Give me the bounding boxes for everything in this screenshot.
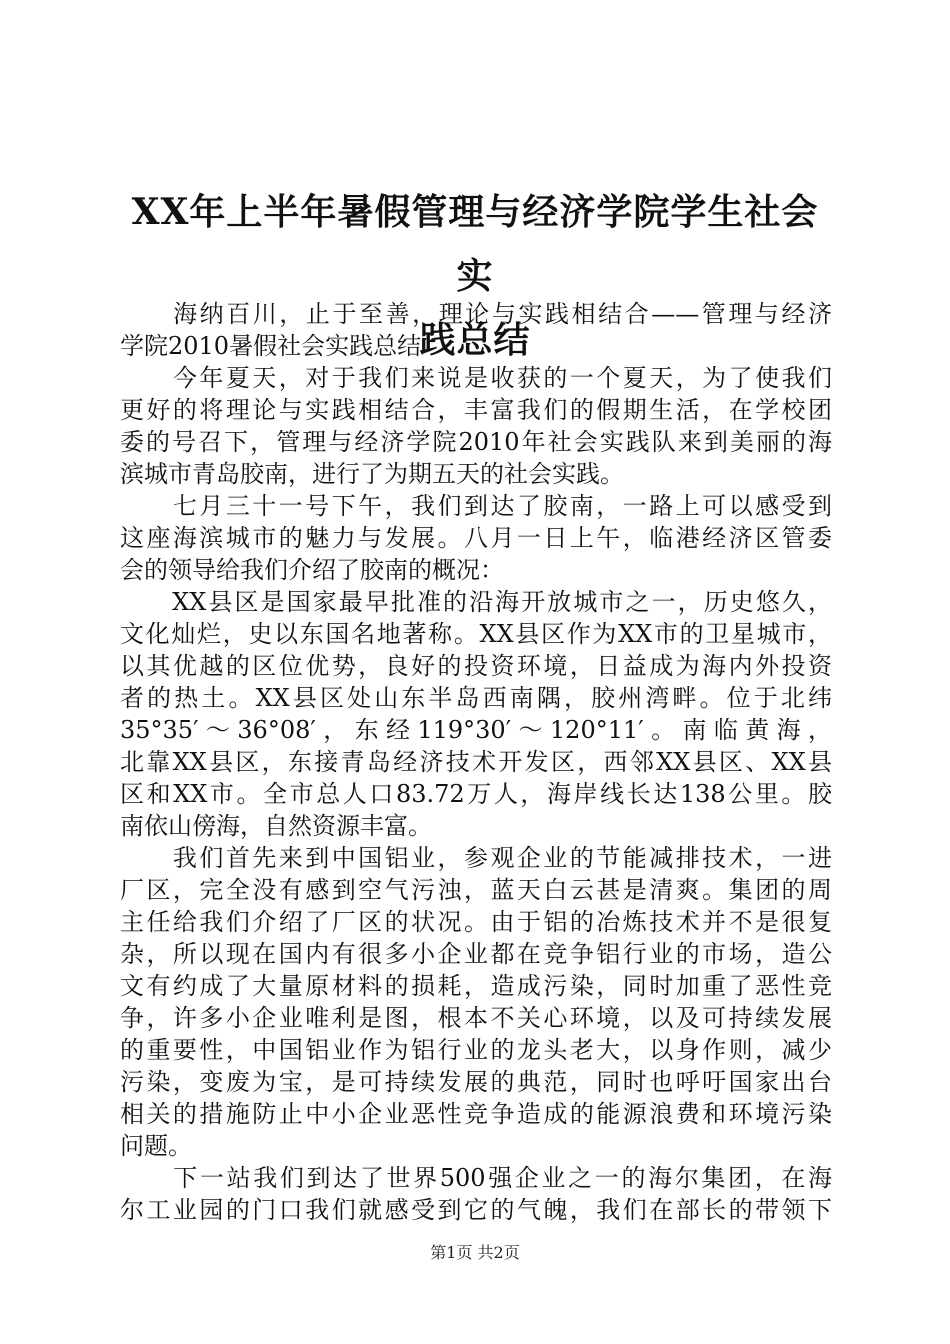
body-line: 的重要性，中国铝业作为铝行业的龙头老大，以身作则，减少 <box>120 1036 832 1064</box>
title-line-2: 践总结 <box>419 319 531 361</box>
body-line: 争，许多小企业唯利是图，根本不关心环境，以及可持续发展 <box>120 1004 832 1032</box>
body-line: 以其优越的区位优势，良好的投资环境，日益成为海内外投资 <box>120 652 832 680</box>
title-line-1: XX年上半年暑假管理与经济学院学生社会实 <box>131 191 819 297</box>
body-line: 杂，所以现在国内有很多小企业都在竞争铝行业的市场，造公 <box>120 940 832 968</box>
body-line: 今年夏天，对于我们来说是收获的一个夏天，为了使我们 <box>120 364 832 392</box>
body-line: 尔工业园的门口我们就感受到它的气魄，我们在部长的带领下 <box>120 1196 832 1224</box>
body-line: 相关的措施防止中小企业恶性竞争造成的能源浪费和环境污染 <box>120 1100 832 1128</box>
body-line: XX县区是国家最早批准的沿海开放城市之一，历史悠久， <box>120 588 832 616</box>
body-line: 污染，变废为宝，是可持续发展的典范，同时也呼吁国家出台 <box>120 1068 832 1096</box>
body-line: 问题。 <box>120 1132 192 1160</box>
body-line: 七月三十一号下午，我们到达了胶南，一路上可以感受到 <box>120 492 832 520</box>
body-line: 会的领导给我们介绍了胶南的概况： <box>120 556 504 584</box>
page-footer: 第1页 共2页 <box>430 1243 520 1262</box>
body-line: 学院2010暑假社会实践总结 <box>120 332 422 360</box>
body-line: 南依山傍海，自然资源丰富。 <box>120 812 432 840</box>
body-line: 我们首先来到中国铝业，参观企业的节能减排技术，一进 <box>120 844 832 872</box>
body-line: 滨城市青岛胶南，进行了为期五天的社会实践。 <box>120 460 624 488</box>
body-line: 文化灿烂，史以东国名地著称。XX县区作为XX市的卫星城市， <box>120 620 832 648</box>
body-line: 这座海滨城市的魅力与发展。八月一日上午，临港经济区管委 <box>120 524 832 552</box>
body-line: 厂区，完全没有感到空气污浊，蓝天白云甚是清爽。集团的周 <box>120 876 832 904</box>
body-line: 北靠XX县区，东接青岛经济技术开发区，西邻XX县区、XX县 <box>120 748 832 776</box>
document-body <box>120 298 832 1226</box>
body-line: 主任给我们介绍了厂区的状况。由于铝的冶炼技术并不是很复 <box>120 908 832 936</box>
body-line: 委的号召下，管理与经济学院2010年社会实践队来到美丽的海 <box>120 428 832 456</box>
body-line: 下一站我们到达了世界500强企业之一的海尔集团，在海 <box>120 1164 832 1192</box>
body-line: 海纳百川，止于至善，理论与实践相结合——管理与经济 <box>120 300 832 328</box>
body-line: 35°35′～36°08′，东经119°30′～120°11′。南临黄海， <box>120 716 832 744</box>
body-line: 文有约成了大量原材料的损耗，造成污染，同时加重了恶性竞 <box>120 972 832 1000</box>
body-line: 区和XX市。全市总人口83.72万人，海岸线长达138公里。胶 <box>120 780 832 808</box>
body-line: 者的热土。XX县区处山东半岛西南隅，胶州湾畔。位于北纬 <box>120 684 832 712</box>
body-line: 更好的将理论与实践相结合，丰富我们的假期生活，在学校团 <box>120 396 832 424</box>
